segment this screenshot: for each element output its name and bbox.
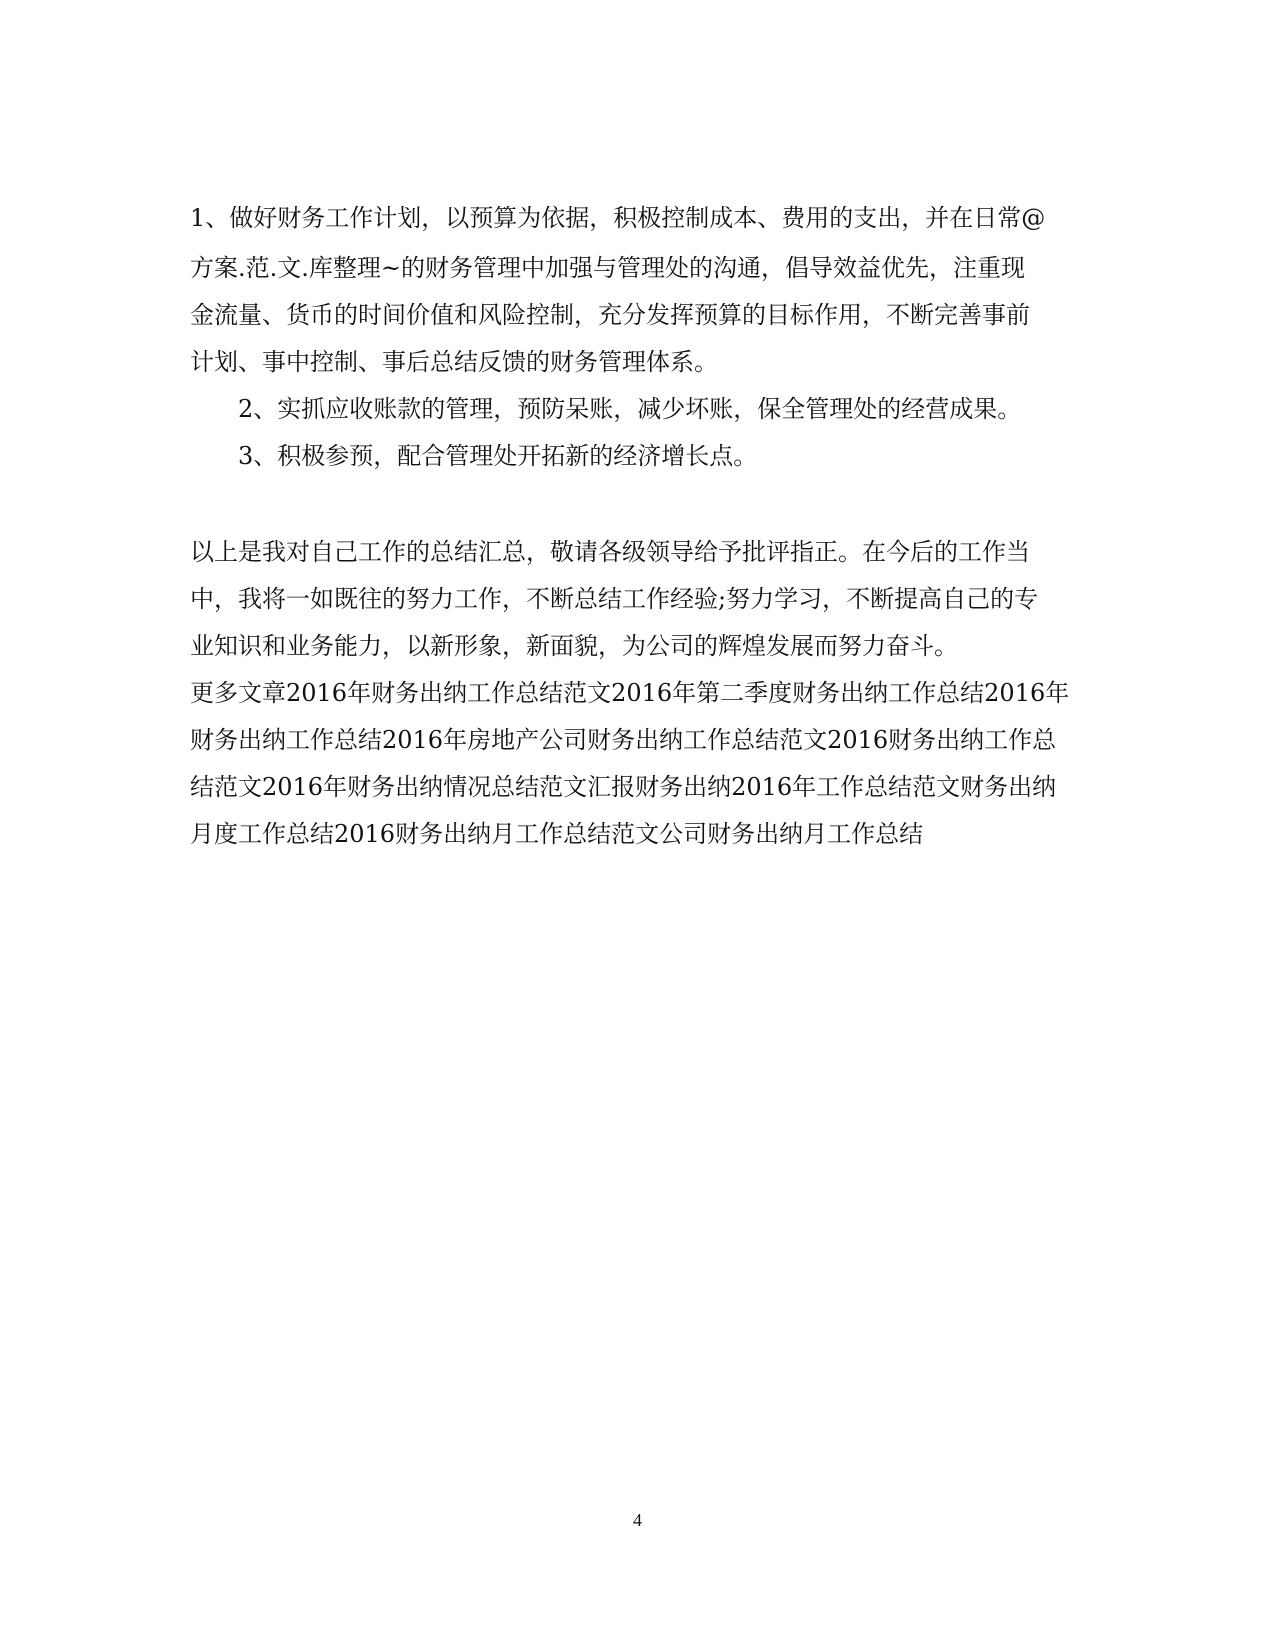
paragraph1-line3: 金流量、货币的时间价值和风险控制，充分发挥预算的目标作用，不断完善事前 xyxy=(190,301,1030,329)
conclusion-line1: 以上是我对自己工作的总结汇总，敬请各级领导给予批评指正。在今后的工作当 xyxy=(190,538,1030,566)
paragraph1-line1: 1、做好财务工作计划，以预算为依据，积极控制成本、费用的支出，并在日常@ xyxy=(190,204,1046,232)
list-item-2: 2、实抓应收账款的管理，预防呆账，减少坏账，保全管理处的经营成果。 xyxy=(238,395,1022,423)
conclusion-line2: 中，我将一如既往的努力工作，不断总结工作经验;努力学习，不断提高自己的专 xyxy=(190,585,1039,613)
paragraph1-line4: 计划、事中控制、事后总结反馈的财务管理体系。 xyxy=(190,348,718,376)
more-articles-line4: 月度工作总结2016财务出纳月工作总结范文公司财务出纳月工作总结 xyxy=(190,820,924,848)
more-articles-line1: 更多文章2016年财务出纳工作总结范文2016年第二季度财务出纳工作总结2016年 xyxy=(190,679,1070,707)
more-articles-line2: 财务出纳工作总结2016年房地产公司财务出纳工作总结范文2016财务出纳工作总 xyxy=(190,726,1057,754)
page-number: 4 xyxy=(633,1510,642,1530)
list-item-3: 3、积极参预，配合管理处开拓新的经济增长点。 xyxy=(238,442,758,470)
more-articles-line3: 结范文2016年财务出纳情况总结范文汇报财务出纳2016年工作总结范文财务出纳 xyxy=(190,773,1057,801)
paragraph1-line2: 方案.范.文.库整理~的财务管理中加强与管理处的沟通，倡导效益优先，注重现 xyxy=(190,254,1025,282)
conclusion-line3: 业知识和业务能力，以新形象，新面貌，为公司的辉煌发展而努力奋斗。 xyxy=(190,632,958,660)
